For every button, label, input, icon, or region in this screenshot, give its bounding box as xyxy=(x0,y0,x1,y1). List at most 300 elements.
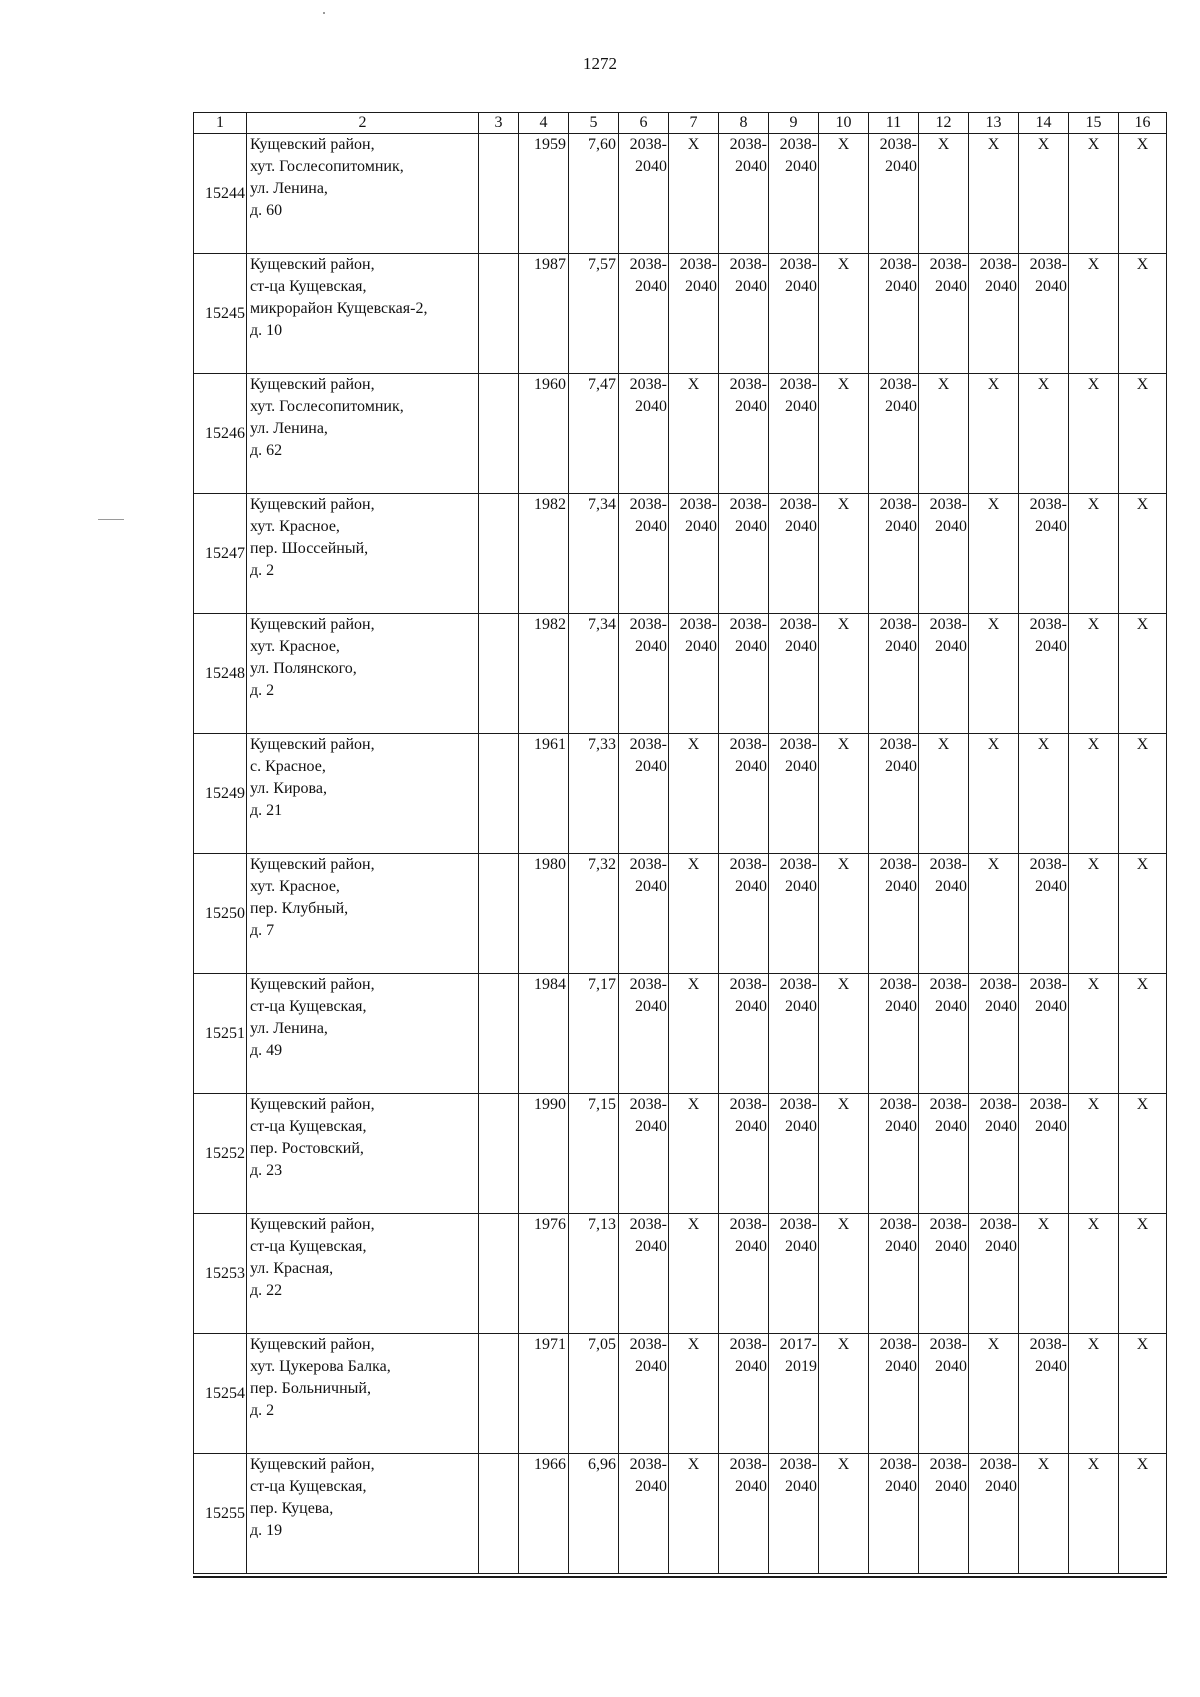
cell-col-8 xyxy=(719,1454,769,1574)
period-line: 2040 xyxy=(735,398,767,415)
period-line: 2040 xyxy=(885,998,917,1015)
period-line: 2038- xyxy=(779,496,817,513)
address-line: микрорайон Кущевская-2, xyxy=(250,300,428,317)
period-line: 2040 xyxy=(785,158,817,175)
address-line: д. 2 xyxy=(250,1402,275,1419)
cell-col-11 xyxy=(869,254,919,374)
cell-col-4: 1987 xyxy=(519,254,569,374)
period-line: 2038- xyxy=(879,496,917,513)
column-header: 12 xyxy=(919,113,969,134)
cell-col-9 xyxy=(769,374,819,494)
cell-col-16: X xyxy=(1119,734,1167,854)
cell-col-11 xyxy=(869,614,919,734)
period-line: 2038- xyxy=(629,1216,667,1233)
cell-col-15: X xyxy=(1069,1094,1119,1214)
cell-col-14: X xyxy=(1019,374,1069,494)
cell-col-12: X xyxy=(919,374,969,494)
period-line: 2040 xyxy=(785,758,817,775)
period-line: 2019 xyxy=(785,1358,817,1375)
record-number: 15253 xyxy=(194,1214,247,1334)
table-row xyxy=(194,134,1167,254)
address-cell xyxy=(247,494,479,614)
cell-col-5: 7,33 xyxy=(569,734,619,854)
cell-col-8 xyxy=(719,1334,769,1454)
period-line: 2040 xyxy=(985,1478,1017,1495)
period-line: 2038- xyxy=(929,856,967,873)
table-row xyxy=(194,614,1167,734)
period-line: 2040 xyxy=(635,278,667,295)
address-line: Кущевский район, xyxy=(250,856,375,873)
period-line: 2038- xyxy=(729,736,767,753)
table-bottom-border xyxy=(193,1576,1167,1578)
column-header: 16 xyxy=(1119,113,1167,134)
cell-col-6 xyxy=(619,1214,669,1334)
table-row xyxy=(194,1334,1167,1454)
period-line: 2040 xyxy=(935,1238,967,1255)
column-header: 7 xyxy=(669,113,719,134)
period-line: 2038- xyxy=(629,1456,667,1473)
period-line: 2040 xyxy=(635,1478,667,1495)
period-line: 2040 xyxy=(685,518,717,535)
column-header: 5 xyxy=(569,113,619,134)
cell-col-15: X xyxy=(1069,614,1119,734)
address-line: хут. Красное, xyxy=(250,878,340,895)
cell-col-4: 1976 xyxy=(519,1214,569,1334)
cell-col-12 xyxy=(919,1334,969,1454)
period-line: 2038- xyxy=(729,1456,767,1473)
period-line: 2038- xyxy=(879,736,917,753)
cell-col-14 xyxy=(1019,494,1069,614)
period-line: 2038- xyxy=(679,496,717,513)
period-line: 2038- xyxy=(1029,976,1067,993)
period-line: 2040 xyxy=(885,398,917,415)
cell-col-12 xyxy=(919,1454,969,1574)
cell-col-5: 7,05 xyxy=(569,1334,619,1454)
address-line: Кущевский район, xyxy=(250,1336,375,1353)
address-line: Кущевский район, xyxy=(250,136,375,153)
period-line: 2038- xyxy=(779,1096,817,1113)
period-line: 2040 xyxy=(735,278,767,295)
cell-col-13 xyxy=(969,1214,1019,1334)
period-line: 2040 xyxy=(985,1118,1017,1135)
period-line: 2040 xyxy=(635,1118,667,1135)
cell-col-11 xyxy=(869,1334,919,1454)
cell-col-3 xyxy=(479,734,519,854)
cell-col-5: 7,17 xyxy=(569,974,619,1094)
cell-col-13: X xyxy=(969,614,1019,734)
cell-col-14 xyxy=(1019,1334,1069,1454)
cell-col-11 xyxy=(869,1094,919,1214)
cell-col-13 xyxy=(969,1454,1019,1574)
period-line: 2040 xyxy=(685,638,717,655)
column-header: 3 xyxy=(479,113,519,134)
period-line: 2038- xyxy=(629,976,667,993)
record-number: 15249 xyxy=(194,734,247,854)
cell-col-3 xyxy=(479,1214,519,1334)
period-line: 2038- xyxy=(729,1096,767,1113)
address-line: д. 7 xyxy=(250,922,275,939)
period-line: 2040 xyxy=(785,638,817,655)
cell-col-7: X xyxy=(669,1094,719,1214)
cell-col-12 xyxy=(919,974,969,1094)
period-line: 2040 xyxy=(735,1478,767,1495)
period-line: 2040 xyxy=(885,1118,917,1135)
cell-col-10: X xyxy=(819,614,869,734)
record-number: 15254 xyxy=(194,1334,247,1454)
period-line: 2038- xyxy=(729,496,767,513)
period-line: 2038- xyxy=(929,976,967,993)
cell-col-9 xyxy=(769,1334,819,1454)
address-line: хут. Цукерова Балка, xyxy=(250,1358,391,1375)
period-line: 2040 xyxy=(635,1358,667,1375)
cell-col-9 xyxy=(769,134,819,254)
address-line: ст-ца Кущевская, xyxy=(250,1238,367,1255)
period-line: 2040 xyxy=(785,1118,817,1135)
cell-col-16: X xyxy=(1119,254,1167,374)
cell-col-16: X xyxy=(1119,494,1167,614)
period-line: 2040 xyxy=(1035,278,1067,295)
cell-col-5: 7,34 xyxy=(569,494,619,614)
cell-col-6 xyxy=(619,1094,669,1214)
address-cell xyxy=(247,134,479,254)
address-cell xyxy=(247,374,479,494)
period-line: 2040 xyxy=(935,1478,967,1495)
cell-col-7: X xyxy=(669,374,719,494)
cell-col-3 xyxy=(479,1334,519,1454)
cell-col-6 xyxy=(619,134,669,254)
period-line: 2040 xyxy=(785,518,817,535)
cell-col-9 xyxy=(769,1214,819,1334)
period-line: 2040 xyxy=(935,638,967,655)
cell-col-3 xyxy=(479,1094,519,1214)
cell-col-14 xyxy=(1019,1094,1069,1214)
cell-col-8 xyxy=(719,374,769,494)
period-line: 2038- xyxy=(779,736,817,753)
period-line: 2040 xyxy=(635,878,667,895)
cell-col-9 xyxy=(769,854,819,974)
period-line: 2038- xyxy=(879,856,917,873)
cell-col-14: X xyxy=(1019,134,1069,254)
cell-col-8 xyxy=(719,134,769,254)
cell-col-9 xyxy=(769,254,819,374)
cell-col-7: X xyxy=(669,134,719,254)
cell-col-13 xyxy=(969,254,1019,374)
table-header xyxy=(194,113,1167,134)
cell-col-10: X xyxy=(819,1094,869,1214)
cell-col-14 xyxy=(1019,614,1069,734)
cell-col-11 xyxy=(869,974,919,1094)
address-line: ул. Ленина, xyxy=(250,1020,328,1037)
cell-col-15: X xyxy=(1069,1454,1119,1574)
period-line: 2038- xyxy=(979,1456,1017,1473)
period-line: 2040 xyxy=(885,1358,917,1375)
address-cell xyxy=(247,1214,479,1334)
record-number: 15248 xyxy=(194,614,247,734)
cell-col-5: 7,47 xyxy=(569,374,619,494)
address-line: Кущевский район, xyxy=(250,1096,375,1113)
address-line: д. 23 xyxy=(250,1162,283,1179)
table-row xyxy=(194,374,1167,494)
cell-col-13: X xyxy=(969,734,1019,854)
cell-col-14: X xyxy=(1019,1214,1069,1334)
cell-col-4: 1984 xyxy=(519,974,569,1094)
address-line: д. 19 xyxy=(250,1522,283,1539)
cell-col-10: X xyxy=(819,1454,869,1574)
cell-col-11 xyxy=(869,734,919,854)
period-line: 2040 xyxy=(935,998,967,1015)
period-line: 2038- xyxy=(729,1336,767,1353)
cell-col-5: 7,34 xyxy=(569,614,619,734)
cell-col-15: X xyxy=(1069,494,1119,614)
cell-col-14 xyxy=(1019,974,1069,1094)
cell-col-10: X xyxy=(819,254,869,374)
cell-col-12: X xyxy=(919,134,969,254)
address-line: пер. Ростовский, xyxy=(250,1140,364,1157)
cell-col-9 xyxy=(769,494,819,614)
cell-col-10: X xyxy=(819,134,869,254)
cell-col-7: X xyxy=(669,854,719,974)
page-number: 1272 xyxy=(583,54,617,73)
period-line: 2040 xyxy=(785,278,817,295)
cell-col-3 xyxy=(479,494,519,614)
period-line: 2038- xyxy=(929,1096,967,1113)
cell-col-11 xyxy=(869,854,919,974)
period-line: 2038- xyxy=(729,856,767,873)
column-header: 4 xyxy=(519,113,569,134)
period-line: 2038- xyxy=(629,1096,667,1113)
period-line: 2038- xyxy=(679,256,717,273)
period-line: 2038- xyxy=(729,376,767,393)
cell-col-6 xyxy=(619,614,669,734)
period-line: 2038- xyxy=(879,136,917,153)
cell-col-9 xyxy=(769,614,819,734)
period-line: 2038- xyxy=(979,1216,1017,1233)
cell-col-16: X xyxy=(1119,1454,1167,1574)
period-line: 2038- xyxy=(979,976,1017,993)
period-line: 2040 xyxy=(735,758,767,775)
period-line: 2038- xyxy=(879,1096,917,1113)
period-line: 2040 xyxy=(635,758,667,775)
cell-col-9 xyxy=(769,734,819,854)
address-line: Кущевский район, xyxy=(250,376,375,393)
period-line: 2040 xyxy=(785,398,817,415)
cell-col-8 xyxy=(719,494,769,614)
period-line: 2038- xyxy=(929,616,967,633)
cell-col-12 xyxy=(919,494,969,614)
period-line: 2040 xyxy=(885,758,917,775)
period-line: 2040 xyxy=(735,1358,767,1375)
cell-col-15: X xyxy=(1069,134,1119,254)
address-line: д. 2 xyxy=(250,562,275,579)
cell-col-15: X xyxy=(1069,1214,1119,1334)
period-line: 2040 xyxy=(1035,1118,1067,1135)
cell-col-4: 1960 xyxy=(519,374,569,494)
cell-col-3 xyxy=(479,614,519,734)
cell-col-14 xyxy=(1019,254,1069,374)
period-line: 2038- xyxy=(679,616,717,633)
cell-col-9 xyxy=(769,974,819,1094)
address-cell xyxy=(247,854,479,974)
period-line: 2038- xyxy=(629,736,667,753)
address-cell xyxy=(247,1094,479,1214)
address-line: д. 21 xyxy=(250,802,283,819)
record-number: 15252 xyxy=(194,1094,247,1214)
cell-col-16: X xyxy=(1119,854,1167,974)
period-line: 2038- xyxy=(729,256,767,273)
cell-col-11 xyxy=(869,374,919,494)
cell-col-10: X xyxy=(819,374,869,494)
cell-col-11 xyxy=(869,494,919,614)
cell-col-16: X xyxy=(1119,974,1167,1094)
cell-col-15: X xyxy=(1069,974,1119,1094)
cell-col-8 xyxy=(719,614,769,734)
cell-col-5: 7,13 xyxy=(569,1214,619,1334)
address-line: д. 2 xyxy=(250,682,275,699)
cell-col-15: X xyxy=(1069,374,1119,494)
cell-col-12 xyxy=(919,1094,969,1214)
period-line: 2038- xyxy=(929,256,967,273)
cell-col-14: X xyxy=(1019,734,1069,854)
period-line: 2040 xyxy=(635,398,667,415)
cell-col-16: X xyxy=(1119,614,1167,734)
scan-artifact-mark xyxy=(323,12,325,14)
period-line: 2040 xyxy=(935,878,967,895)
address-cell xyxy=(247,254,479,374)
cell-col-13 xyxy=(969,1094,1019,1214)
table-row xyxy=(194,494,1167,614)
cell-col-6 xyxy=(619,494,669,614)
address-line: пер. Больничный, xyxy=(250,1380,371,1397)
period-line: 2040 xyxy=(685,278,717,295)
address-line: пер. Куцева, xyxy=(250,1500,334,1517)
period-line: 2038- xyxy=(1029,1096,1067,1113)
period-line: 2038- xyxy=(629,376,667,393)
period-line: 2038- xyxy=(1029,616,1067,633)
cell-col-4: 1982 xyxy=(519,614,569,734)
cell-col-3 xyxy=(479,374,519,494)
cell-col-15: X xyxy=(1069,734,1119,854)
cell-col-9 xyxy=(769,1094,819,1214)
period-line: 2038- xyxy=(779,856,817,873)
cell-col-12 xyxy=(919,614,969,734)
period-line: 2038- xyxy=(1029,1336,1067,1353)
table-body xyxy=(194,134,1167,1574)
period-line: 2038- xyxy=(929,1216,967,1233)
period-line: 2040 xyxy=(735,1238,767,1255)
period-line: 2038- xyxy=(979,1096,1017,1113)
cell-col-3 xyxy=(479,134,519,254)
period-line: 2040 xyxy=(785,878,817,895)
address-line: Кущевский район, xyxy=(250,976,375,993)
table-row xyxy=(194,854,1167,974)
cell-col-8 xyxy=(719,734,769,854)
column-header: 8 xyxy=(719,113,769,134)
period-line: 2040 xyxy=(985,278,1017,295)
address-line: пер. Шоссейный, xyxy=(250,540,369,557)
address-line: Кущевский район, xyxy=(250,1216,375,1233)
period-line: 2040 xyxy=(735,518,767,535)
cell-col-14 xyxy=(1019,854,1069,974)
cell-col-12 xyxy=(919,254,969,374)
table-row xyxy=(194,254,1167,374)
cell-col-15: X xyxy=(1069,254,1119,374)
cell-col-7: X xyxy=(669,1214,719,1334)
cell-col-4: 1959 xyxy=(519,134,569,254)
period-line: 2038- xyxy=(979,256,1017,273)
cell-col-5: 7,60 xyxy=(569,134,619,254)
period-line: 2040 xyxy=(735,638,767,655)
period-line: 2038- xyxy=(779,616,817,633)
period-line: 2038- xyxy=(729,976,767,993)
cell-col-8 xyxy=(719,1094,769,1214)
cell-col-8 xyxy=(719,254,769,374)
cell-col-13 xyxy=(969,974,1019,1094)
address-line: хут. Гослесопитомник, xyxy=(250,398,404,415)
address-line: ул. Полянского, xyxy=(250,660,357,677)
address-line: ст-ца Кущевская, xyxy=(250,1478,367,1495)
table-row xyxy=(194,974,1167,1094)
period-line: 2040 xyxy=(885,638,917,655)
address-line: с. Красное, xyxy=(250,758,326,775)
cell-col-5: 7,57 xyxy=(569,254,619,374)
cell-col-11 xyxy=(869,134,919,254)
column-header: 14 xyxy=(1019,113,1069,134)
period-line: 2038- xyxy=(779,1216,817,1233)
table-row xyxy=(194,734,1167,854)
record-number: 15245 xyxy=(194,254,247,374)
period-line: 2038- xyxy=(1029,856,1067,873)
cell-col-4: 1971 xyxy=(519,1334,569,1454)
period-line: 2040 xyxy=(735,158,767,175)
period-line: 2040 xyxy=(935,1358,967,1375)
period-line: 2040 xyxy=(785,1478,817,1495)
cell-col-13: X xyxy=(969,854,1019,974)
record-number: 15247 xyxy=(194,494,247,614)
period-line: 2040 xyxy=(885,1478,917,1495)
cell-col-7 xyxy=(669,494,719,614)
period-line: 2038- xyxy=(779,1456,817,1473)
record-number: 15255 xyxy=(194,1454,247,1574)
period-line: 2040 xyxy=(735,998,767,1015)
cell-col-4: 1966 xyxy=(519,1454,569,1574)
address-cell xyxy=(247,734,479,854)
period-line: 2017- xyxy=(779,1336,817,1353)
address-cell xyxy=(247,1334,479,1454)
period-line: 2038- xyxy=(879,1216,917,1233)
cell-col-10: X xyxy=(819,734,869,854)
cell-col-6 xyxy=(619,374,669,494)
period-line: 2038- xyxy=(929,1336,967,1353)
period-line: 2038- xyxy=(629,496,667,513)
cell-col-16: X xyxy=(1119,134,1167,254)
address-line: Кущевский район, xyxy=(250,496,375,513)
period-line: 2040 xyxy=(735,1118,767,1135)
cell-col-6 xyxy=(619,974,669,1094)
cell-col-6 xyxy=(619,734,669,854)
address-line: хут. Гослесопитомник, xyxy=(250,158,404,175)
column-header: 6 xyxy=(619,113,669,134)
cell-col-16: X xyxy=(1119,1334,1167,1454)
address-line: хут. Красное, xyxy=(250,518,340,535)
record-number: 15251 xyxy=(194,974,247,1094)
register-table xyxy=(193,112,1167,1574)
period-line: 2038- xyxy=(729,1216,767,1233)
table-row xyxy=(194,1214,1167,1334)
header-row xyxy=(194,113,1167,134)
cell-col-6 xyxy=(619,254,669,374)
record-number: 15250 xyxy=(194,854,247,974)
cell-col-11 xyxy=(869,1454,919,1574)
